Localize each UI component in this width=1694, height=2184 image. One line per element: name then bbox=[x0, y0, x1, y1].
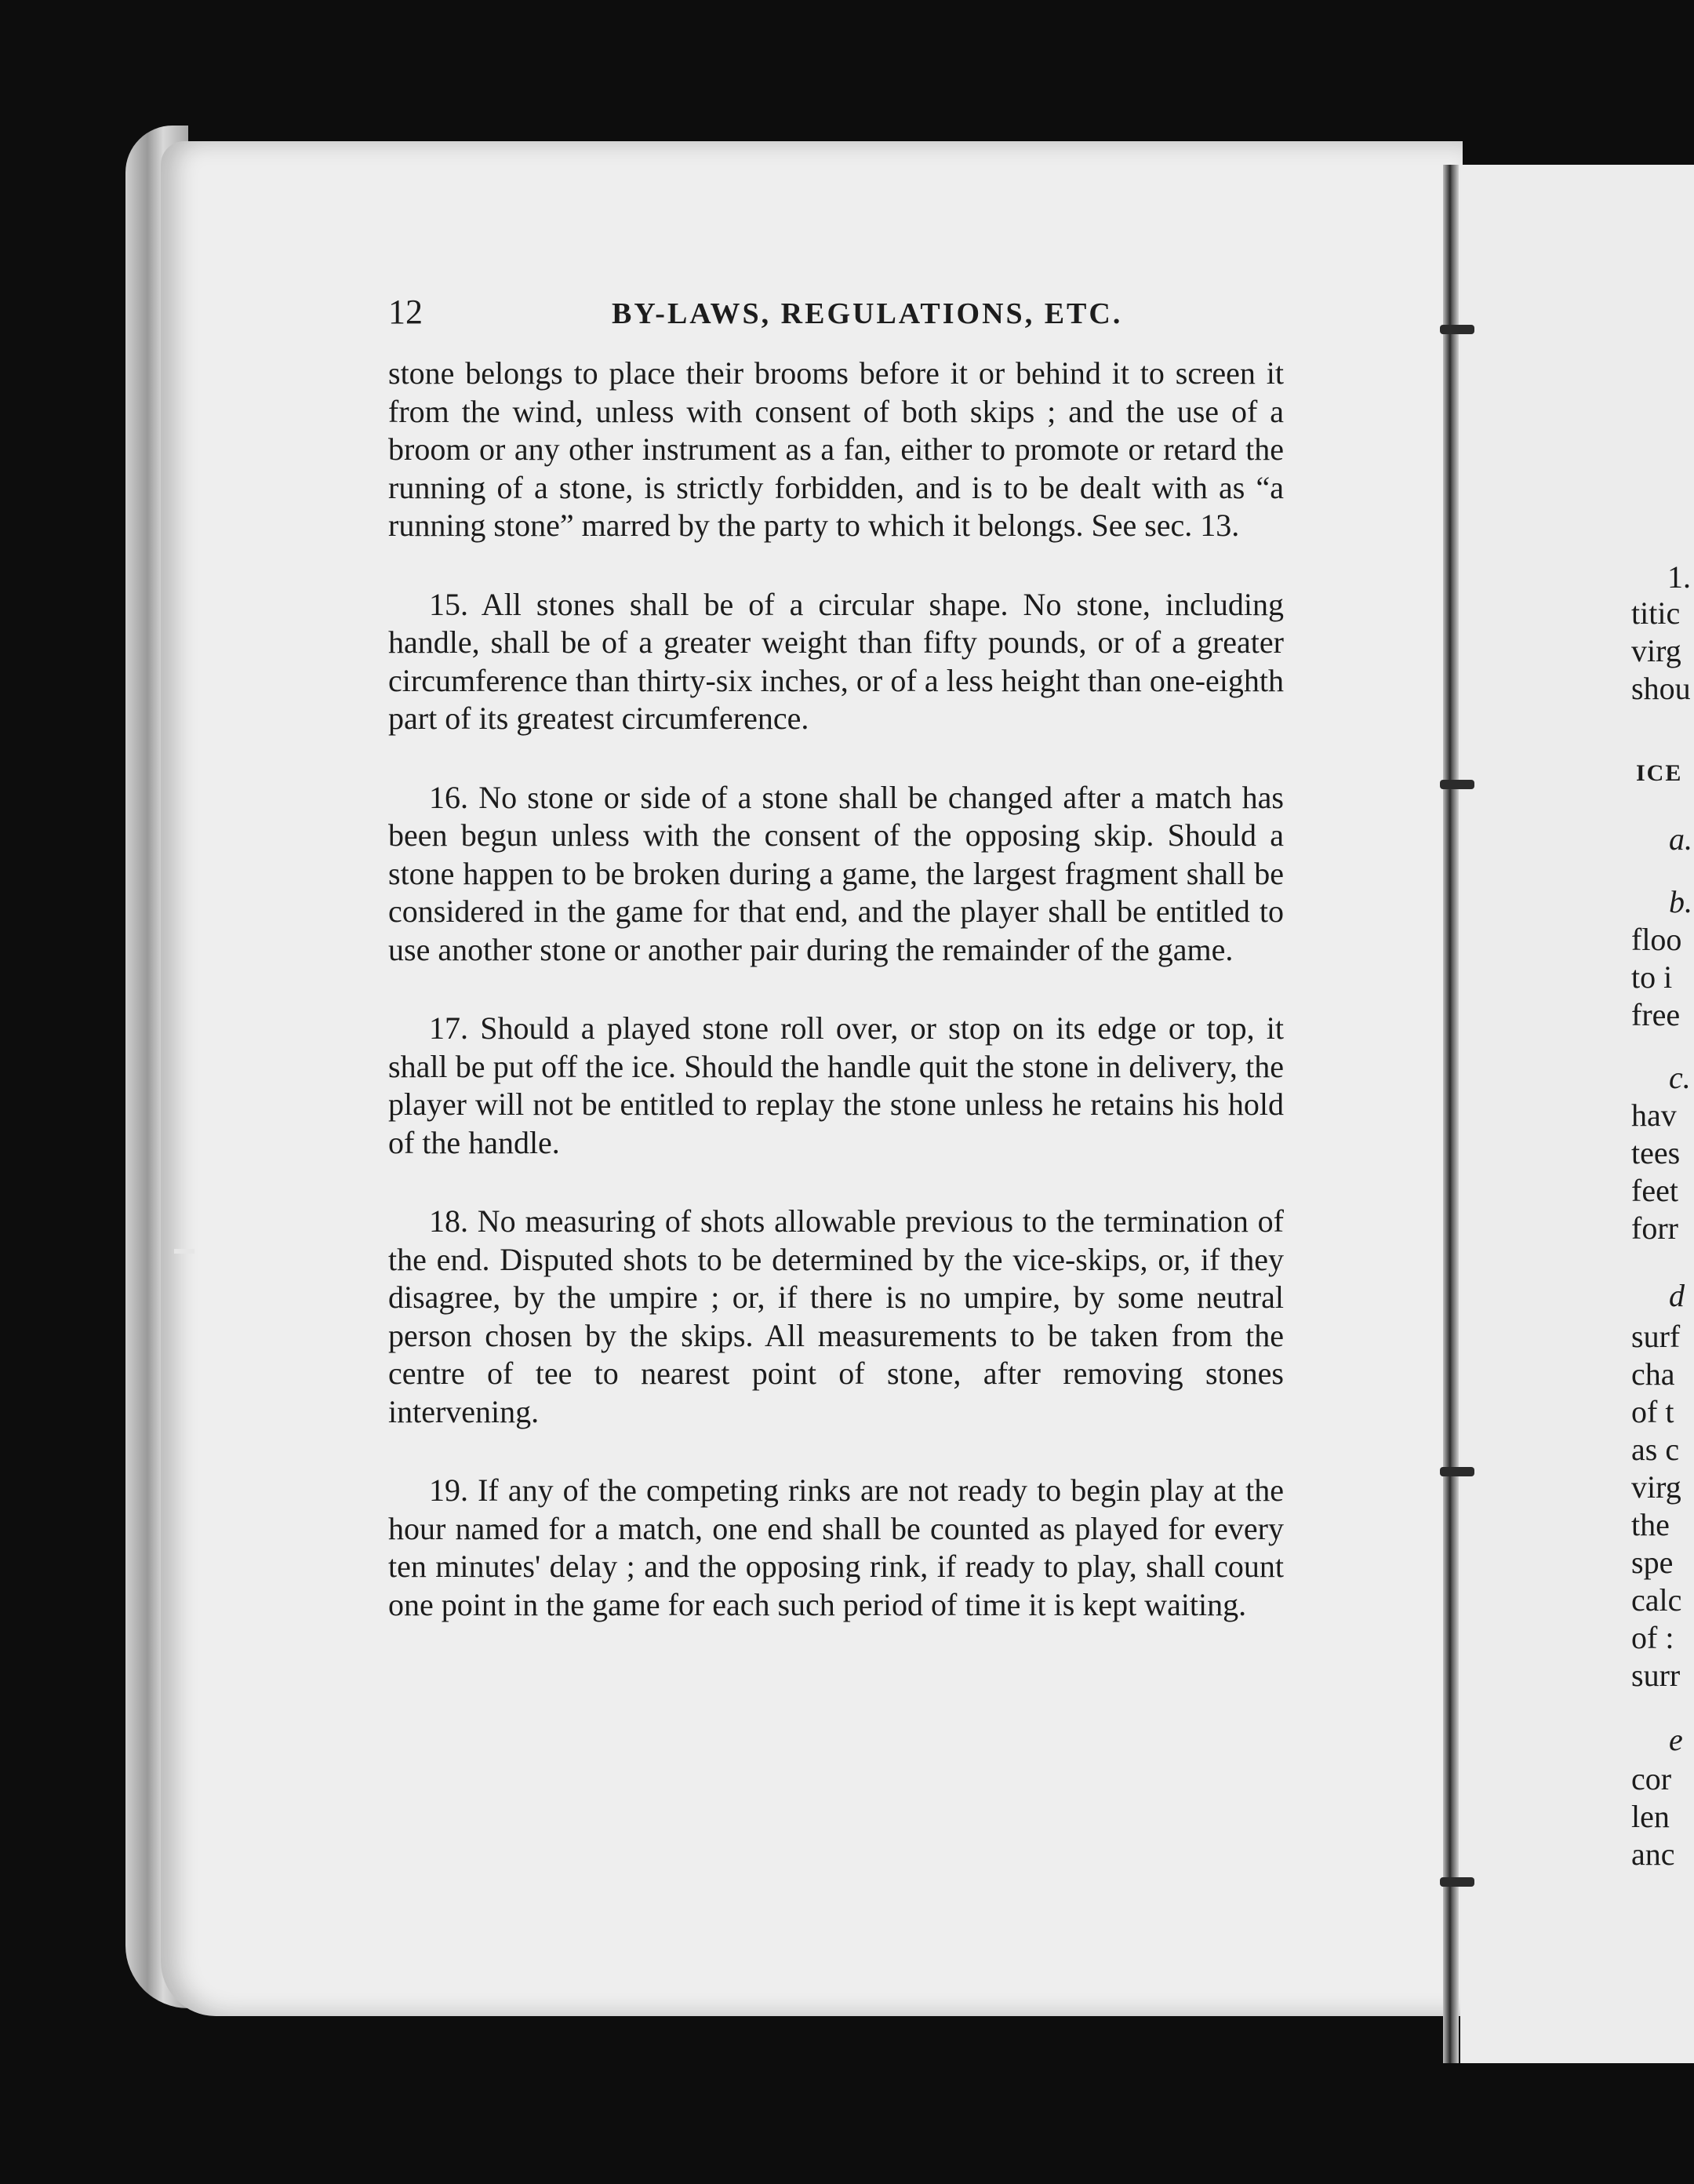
margin-mark bbox=[174, 1249, 194, 1254]
right-fragment: spe bbox=[1631, 1545, 1674, 1580]
right-fragment: virg bbox=[1631, 1469, 1681, 1505]
page-number: 12 bbox=[388, 293, 423, 331]
body-text bbox=[388, 355, 1284, 1624]
right-fragment: feet bbox=[1631, 1173, 1678, 1208]
right-fragment: 1. bbox=[1667, 559, 1691, 595]
right-fragment: ICE bbox=[1636, 760, 1683, 786]
section-16: 16. No stone or side of a stone shall be changed after a match has been begun unless with the consent of the opposing skip. Should a stone happen to be broken during a game, the largest fragment shall be considered in the game for that end, and the player shall be entitled to use another stone or another pair during the remainder of the game. bbox=[388, 779, 1284, 967]
binding-stitch bbox=[1440, 1877, 1474, 1887]
right-fragment: surr bbox=[1631, 1658, 1681, 1693]
paragraph-continuation: stone belongs to place their brooms before it or behind it to screen it from the wind, unless with consent of both skips ; and the use of a broom or any other instrument as a fan, either to promote or retard the running of a stone, is strictly forbidden, and is to be dealt with as “a running stone” marred by the party to which it belongs. See sec. 13. bbox=[388, 355, 1284, 543]
page-header bbox=[388, 292, 1290, 339]
section-18: 18. No measuring of shots allowable previous to the termination of the end. Disputed shots to be determined by the vice-skips, or, if they disagree, by the umpire ; or, if there is no umpire, by some neutral person chosen by the skips. All measurements to be taken from the centre of tee to nearest point of stone, after removing stones intervening. bbox=[388, 1203, 1284, 1429]
binding-stitch bbox=[1440, 780, 1474, 789]
right-fragment: titic bbox=[1631, 595, 1681, 631]
running-title: BY-LAWS, REGULATIONS, ETC. bbox=[612, 297, 1123, 330]
right-fragment: surf bbox=[1631, 1319, 1681, 1354]
right-fragment: of t bbox=[1631, 1394, 1674, 1429]
right-fragment: cor bbox=[1631, 1761, 1672, 1796]
right-fragment: anc bbox=[1631, 1836, 1675, 1872]
right-fragment: tees bbox=[1631, 1135, 1681, 1170]
section-15: 15. All stones shall be of a circular shape. No stone, including handle, shall be of a greater weight than fifty pounds, or of a greater circumference than thirty-six inches, or of a less height than one-eighth part of its greatest circumference. bbox=[388, 586, 1284, 736]
right-fragment: e bbox=[1669, 1722, 1683, 1757]
right-fragment: virg bbox=[1631, 633, 1681, 668]
right-fragment: c. bbox=[1669, 1060, 1691, 1095]
right-fragment: the bbox=[1631, 1507, 1670, 1542]
book-gutter bbox=[1443, 165, 1459, 2063]
binding-stitch bbox=[1440, 325, 1474, 334]
section-19: 19. If any of the competing rinks are not ready to begin play at the hour named for a match, one end shall be counted as played for every ten minutes' delay ; and the opposing rink, if ready to play, shall count one point in the game for each such period of time it is kept waiting. bbox=[388, 1472, 1284, 1622]
right-fragment: as c bbox=[1631, 1432, 1680, 1467]
right-fragment: of : bbox=[1631, 1620, 1674, 1655]
right-fragment: shou bbox=[1631, 671, 1691, 706]
right-fragment: b. bbox=[1669, 884, 1692, 919]
right-fragment: free bbox=[1631, 997, 1681, 1032]
section-17: 17. Should a played stone roll over, or stop on its edge or top, it shall be put off the ice. Should the handle quit the stone in delivery, the player will not be entitled to replay the stone unless he retains his hold of the handle. bbox=[388, 1010, 1284, 1160]
right-fragment: a. bbox=[1669, 821, 1692, 857]
right-fragment: forr bbox=[1631, 1210, 1678, 1246]
right-fragment: len bbox=[1631, 1799, 1670, 1834]
right-fragment: hav bbox=[1631, 1097, 1677, 1133]
right-fragment: d bbox=[1669, 1278, 1685, 1313]
binding-stitch bbox=[1440, 1467, 1474, 1476]
right-fragment: floo bbox=[1631, 922, 1682, 957]
right-fragment: to i bbox=[1631, 959, 1673, 995]
right-fragment: calc bbox=[1631, 1582, 1682, 1618]
right-fragment: cha bbox=[1631, 1356, 1675, 1392]
